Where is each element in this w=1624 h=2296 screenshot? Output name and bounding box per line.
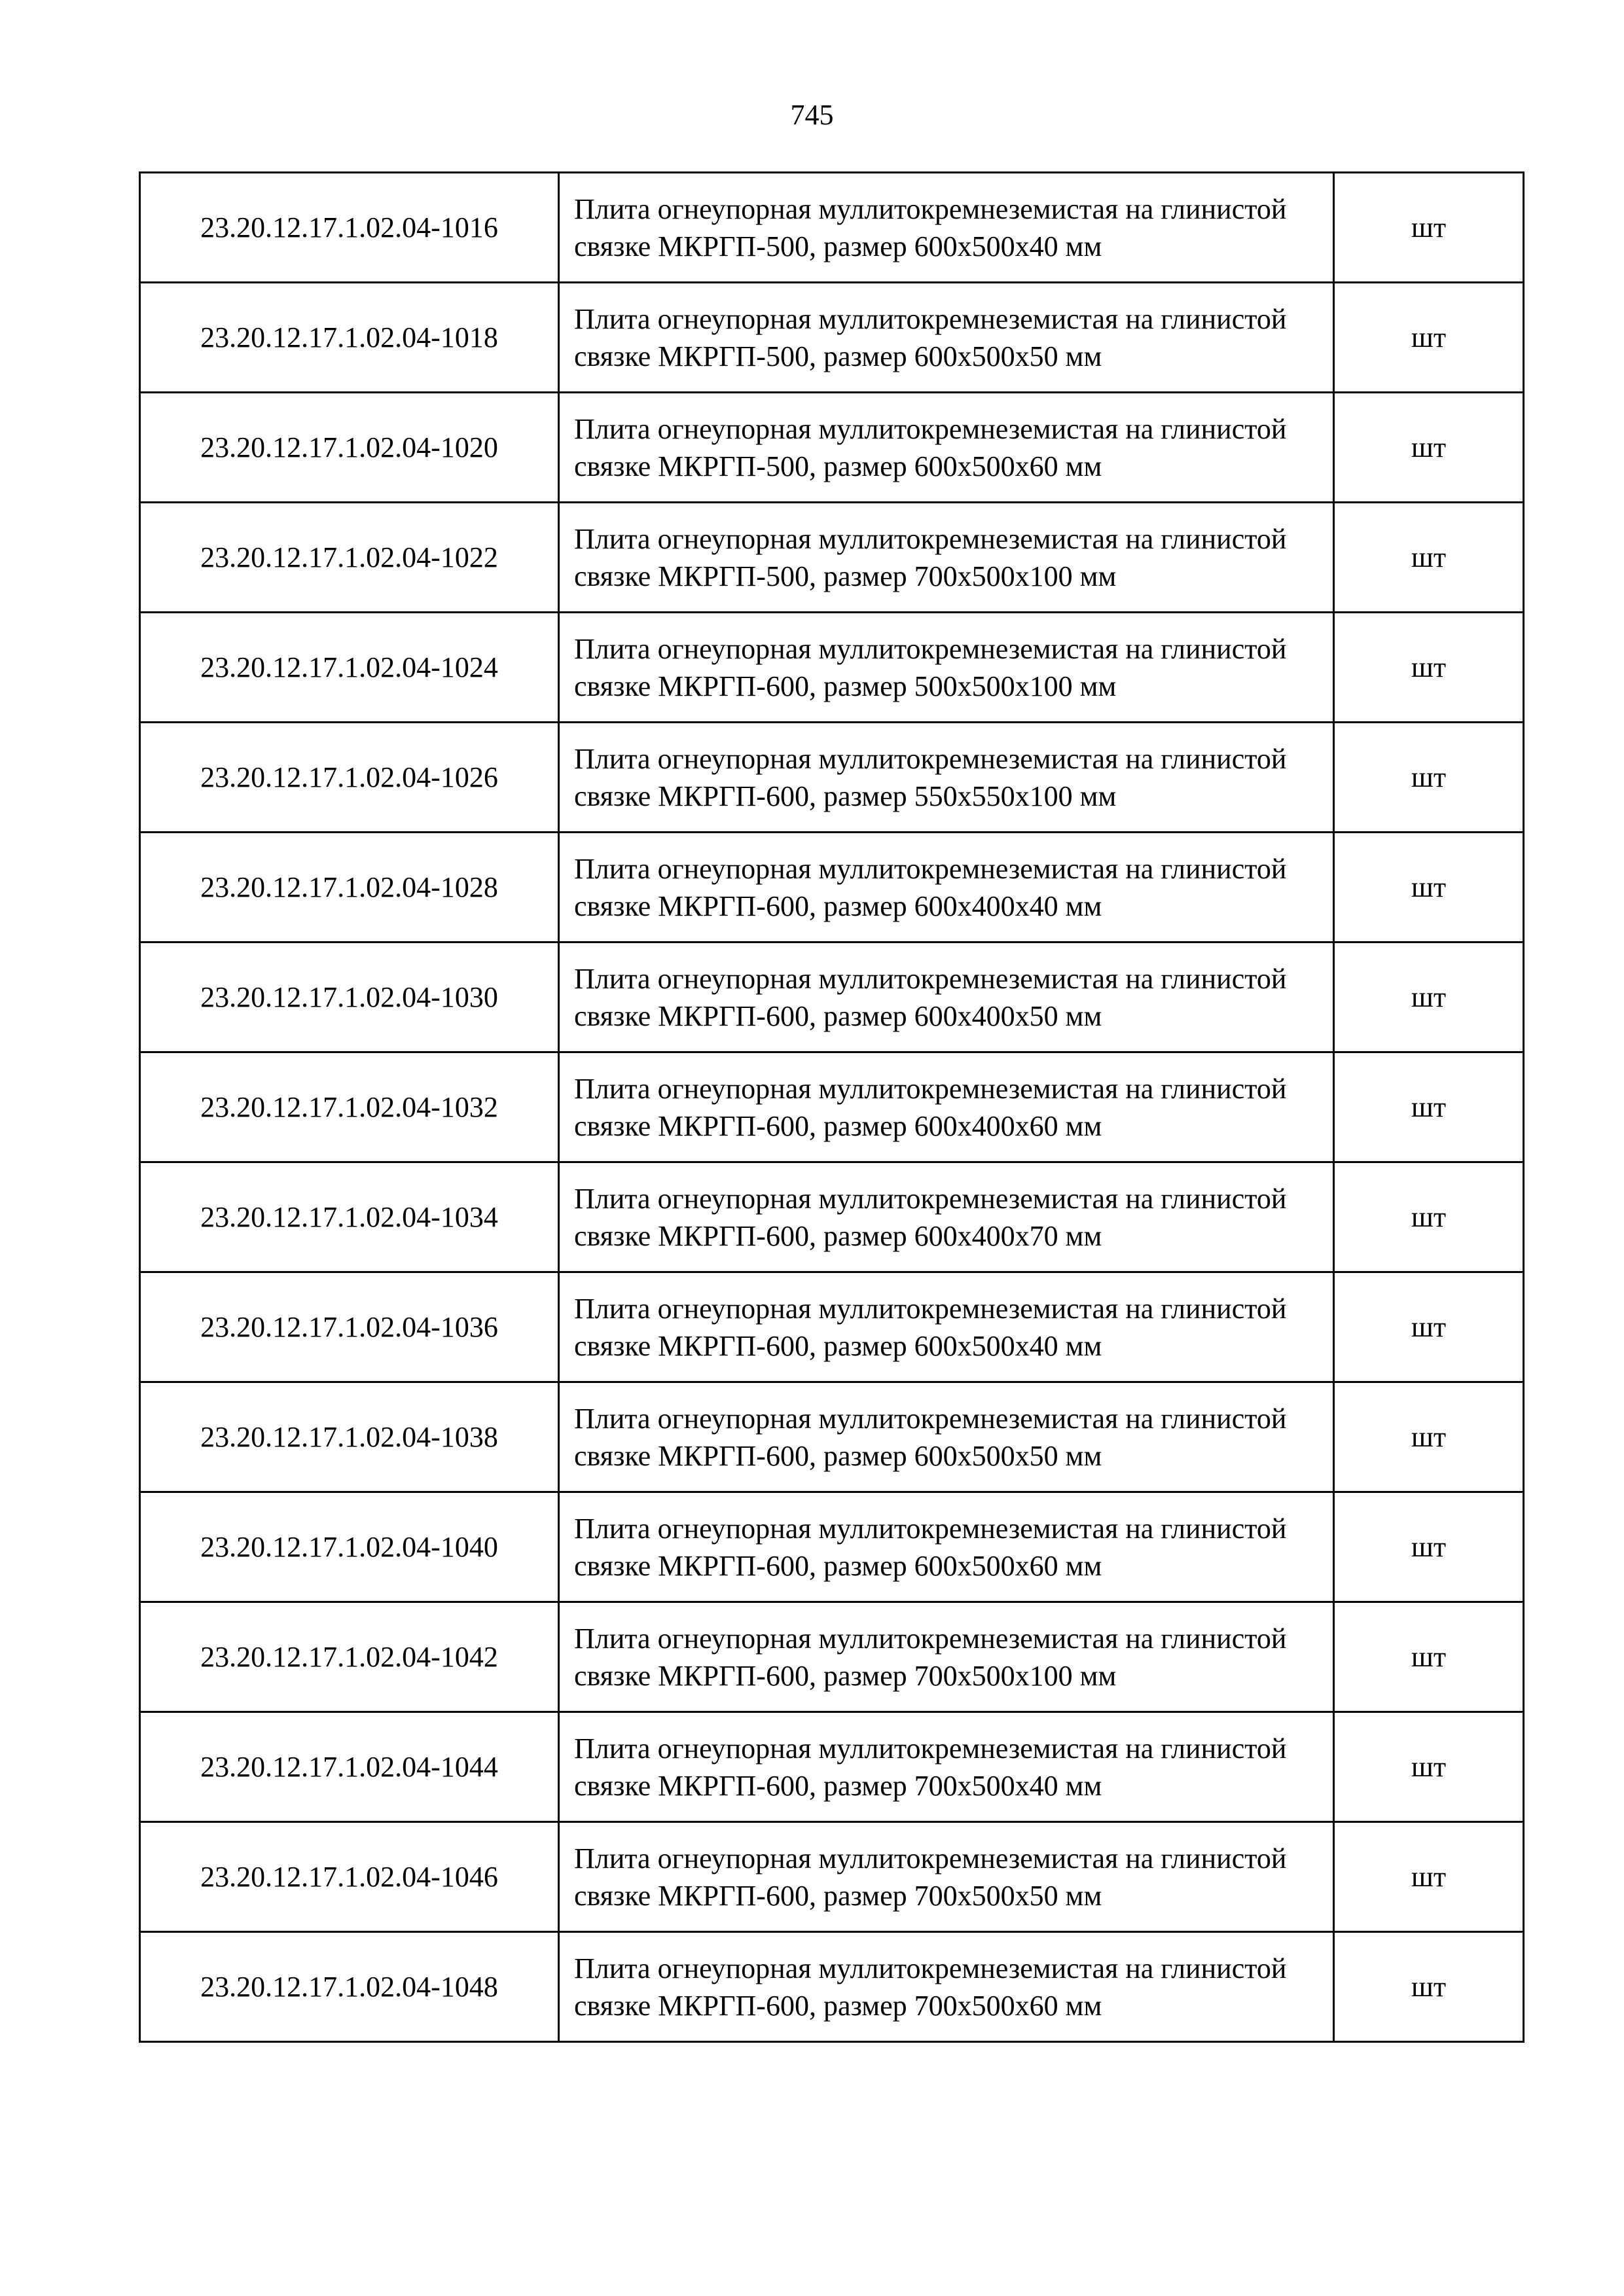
item-unit: шт [1334,1602,1524,1712]
item-code: 23.20.12.17.1.02.04-1040 [140,1492,559,1602]
table-row [140,283,1524,393]
table-row [140,833,1524,942]
items-table-body [140,173,1524,2042]
table-row [140,393,1524,503]
table-row [140,1822,1524,1932]
item-name: Плита огнеупорная муллитокремнеземистая на глинистой связке МКРГП-600, размер 700х500х60 мм [559,1932,1334,2042]
table-row [140,1162,1524,1272]
item-unit: шт [1334,1712,1524,1822]
item-unit: шт [1334,1932,1524,2042]
table-row [140,613,1524,723]
item-unit: шт [1334,503,1524,613]
page-number: 745 [790,99,834,131]
item-unit: шт [1334,1272,1524,1382]
item-name: Плита огнеупорная муллитокремнеземистая на глинистой связке МКРГП-600, размер 600х500х40 мм [559,1272,1334,1382]
table-row [140,723,1524,833]
table-row [140,1052,1524,1162]
item-unit: шт [1334,283,1524,393]
item-name: Плита огнеупорная муллитокремнеземистая на глинистой связке МКРГП-600, размер 600х500х60 мм [559,1492,1334,1602]
item-code: 23.20.12.17.1.02.04-1018 [140,283,559,393]
item-code: 23.20.12.17.1.02.04-1028 [140,833,559,942]
item-code: 23.20.12.17.1.02.04-1024 [140,613,559,723]
item-unit: шт [1334,723,1524,833]
item-unit: шт [1334,1822,1524,1932]
item-code: 23.20.12.17.1.02.04-1048 [140,1932,559,2042]
item-name: Плита огнеупорная муллитокремнеземистая на глинистой связке МКРГП-600, размер 550х550х100 мм [559,723,1334,833]
item-code: 23.20.12.17.1.02.04-1044 [140,1712,559,1822]
item-code: 23.20.12.17.1.02.04-1026 [140,723,559,833]
table-row [140,1492,1524,1602]
item-name: Плита огнеупорная муллитокремнеземистая на глинистой связке МКРГП-600, размер 600х400х50 мм [559,942,1334,1052]
item-unit: шт [1334,1492,1524,1602]
item-code: 23.20.12.17.1.02.04-1030 [140,942,559,1052]
item-unit: шт [1334,393,1524,503]
item-name: Плита огнеупорная муллитокремнеземистая на глинистой связке МКРГП-600, размер 600х500х50 мм [559,1382,1334,1492]
item-unit: шт [1334,173,1524,283]
item-unit: шт [1334,1382,1524,1492]
item-name: Плита огнеупорная муллитокремнеземистая на глинистой связке МКРГП-600, размер 600х400х40 мм [559,833,1334,942]
item-name: Плита огнеупорная муллитокремнеземистая на глинистой связке МКРГП-600, размер 700х500х40 мм [559,1712,1334,1822]
item-name: Плита огнеупорная муллитокремнеземистая на глинистой связке МКРГП-600, размер 700х500х50 мм [559,1822,1334,1932]
item-name: Плита огнеупорная муллитокремнеземистая на глинистой связке МКРГП-500, размер 700х500х100 мм [559,503,1334,613]
item-code: 23.20.12.17.1.02.04-1022 [140,503,559,613]
item-code: 23.20.12.17.1.02.04-1020 [140,393,559,503]
items-table [139,171,1525,2043]
item-name: Плита огнеупорная муллитокремнеземистая на глинистой связке МКРГП-600, размер 600х400х70 мм [559,1162,1334,1272]
item-unit: шт [1334,942,1524,1052]
item-unit: шт [1334,1052,1524,1162]
item-unit: шт [1334,833,1524,942]
table-row [140,942,1524,1052]
item-name: Плита огнеупорная муллитокремнеземистая на глинистой связке МКРГП-600, размер 600х400х60 мм [559,1052,1334,1162]
table-row [140,173,1524,283]
table-row [140,1712,1524,1822]
item-unit: шт [1334,613,1524,723]
item-name: Плита огнеупорная муллитокремнеземистая на глинистой связке МКРГП-600, размер 500х500х100 мм [559,613,1334,723]
item-code: 23.20.12.17.1.02.04-1036 [140,1272,559,1382]
item-code: 23.20.12.17.1.02.04-1034 [140,1162,559,1272]
item-code: 23.20.12.17.1.02.04-1032 [140,1052,559,1162]
item-code: 23.20.12.17.1.02.04-1038 [140,1382,559,1492]
item-code: 23.20.12.17.1.02.04-1046 [140,1822,559,1932]
item-code: 23.20.12.17.1.02.04-1042 [140,1602,559,1712]
item-code: 23.20.12.17.1.02.04-1016 [140,173,559,283]
table-row [140,1932,1524,2042]
table-row [140,1272,1524,1382]
table-row [140,503,1524,613]
item-name: Плита огнеупорная муллитокремнеземистая на глинистой связке МКРГП-500, размер 600х500х60 мм [559,393,1334,503]
table-row [140,1382,1524,1492]
item-unit: шт [1334,1162,1524,1272]
item-name: Плита огнеупорная муллитокремнеземистая на глинистой связке МКРГП-600, размер 700х500х100 мм [559,1602,1334,1712]
table-row [140,1602,1524,1712]
item-name: Плита огнеупорная муллитокремнеземистая на глинистой связке МКРГП-500, размер 600х500х40 мм [559,173,1334,283]
item-name: Плита огнеупорная муллитокремнеземистая на глинистой связке МКРГП-500, размер 600х500х50 мм [559,283,1334,393]
